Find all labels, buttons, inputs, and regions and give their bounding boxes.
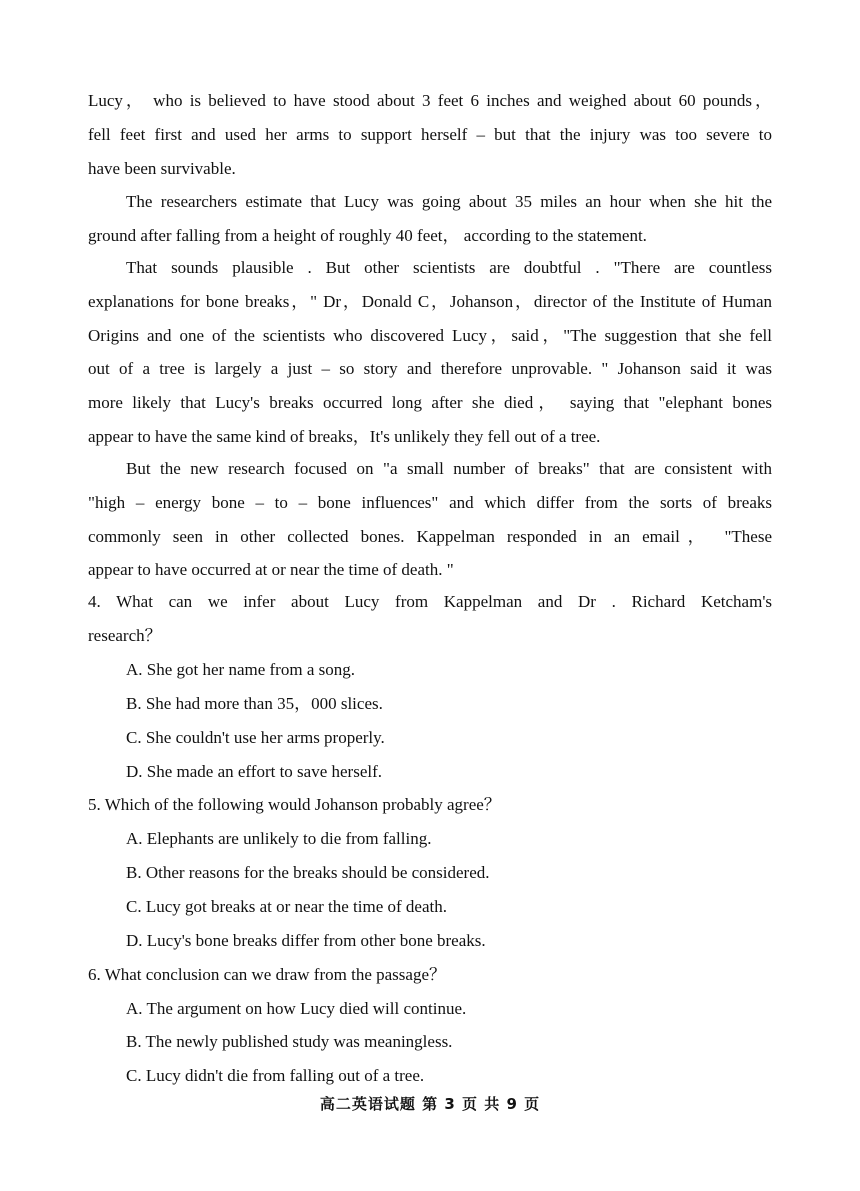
question-4-option-b: B. She had more than 35，000 slices. — [126, 694, 383, 713]
question-4-stem — [88, 585, 772, 653]
passage-paragraph-1 — [88, 84, 772, 185]
text-line: "high – energy bone – to – bone influences" and which differ from the sorts of breaks — [88, 492, 772, 512]
question-6-option-c: C. Lucy didn't die from falling out of a tree. — [126, 1066, 425, 1085]
question-5-option-b: B. Other reasons for the breaks should be considered. — [126, 863, 490, 882]
text-line: appear to have occurred at or near the time of death. " — [88, 560, 454, 580]
text-line: But the new research focused on "a small number of breaks" that are consistent with — [126, 459, 772, 478]
text-line: out of a tree is largely a just – so story and therefore unprovable. " Johanson said it was — [88, 359, 772, 379]
passage-paragraph-4 — [88, 452, 772, 587]
passage-paragraph-3 — [88, 251, 772, 454]
text-line: appear to have the same kind of breaks，It's unlikely they fell out of a tree. — [88, 426, 601, 446]
passage-paragraph-2 — [88, 185, 772, 253]
text-line: commonly seen in other collected bones. Kappelman responded in an email， "These — [88, 526, 772, 546]
question-5-option-d: D. Lucy's bone breaks differ from other bone breaks. — [126, 931, 486, 950]
text-line: Lucy， who is believed to have stood about 3 feet 6 inches and weighed about 60 pounds， — [88, 91, 772, 110]
text-line: Origins and one of the scientists who discovered Lucy，said，"The suggestion that she fell — [88, 325, 772, 345]
text-line: explanations for bone breaks，" Dr，Donald C，Johanson，director of the Institute of Human — [88, 291, 772, 311]
question-5-option-c: C. Lucy got breaks at or near the time of death. — [126, 897, 447, 916]
question-5-stem: 5. Which of the following would Johanson probably agree？ — [88, 795, 501, 814]
question-6-option-a: A. The argument on how Lucy died will continue. — [126, 999, 467, 1018]
question-6-option-b: B. The newly published study was meaningless. — [126, 1032, 453, 1051]
question-4-option-c: C. She couldn't use her arms properly. — [126, 728, 385, 747]
page-footer: 高二英语试题 第 3 页 共 9 页 — [319, 1095, 541, 1113]
text-line: The researchers estimate that Lucy was going about 35 miles an hour when she hit the — [126, 192, 772, 211]
text-line: fell feet first and used her arms to support herself – but that the injury was too severe to — [88, 124, 772, 144]
question-6-stem: 6. What conclusion can we draw from the passage？ — [88, 965, 446, 984]
question-4-option-d: D. She made an effort to save herself. — [126, 762, 383, 781]
question-5-option-a: A. Elephants are unlikely to die from falling. — [126, 829, 432, 848]
text-line: research？ — [88, 625, 162, 645]
question-4-option-a: A. She got her name from a song. — [126, 660, 355, 679]
text-line: ground after falling from a height of roughly 40 feet， according to the statement. — [88, 225, 647, 245]
text-line: more likely that Lucy's breaks occurred long after she died， saying that "elephant bones — [88, 393, 772, 413]
text-line: That sounds plausible . But other scientists are doubtful . "There are countless — [126, 258, 772, 277]
text-line: 4. What can we infer about Lucy from Kappelman and Dr . Richard Ketcham's — [88, 592, 772, 611]
text-line: have been survivable. — [88, 158, 236, 178]
